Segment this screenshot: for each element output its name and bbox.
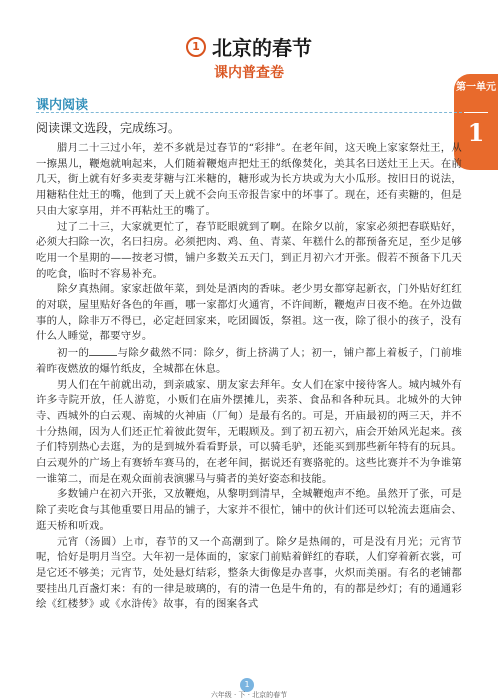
unit-number: 1 <box>467 118 485 147</box>
paragraph-4-lead: 初一的 <box>57 347 90 360</box>
passage-paragraph-7: 元宵（汤圆）上市，春节的又一个高潮到了。除夕是热闹的，可是没有月光；元宵节呢，恰好是明月当空。大年初一是体面的，家家门前贴着鲜红的春联，人们穿着新衣裳，可是它还不够美；元宵节，处处悬灯结彩，整条大街像是办喜事，火炽而美丽。有名的老铺都要挂出几百盏灯来：有的一律是玻璃的，有的清一色是牛角的，有的都是纱灯；有的通通彩绘《红楼梦》或《水浒传》故事，有的图案各式 <box>36 535 462 611</box>
passage-paragraph-1: 腊月二十三过小年，差不多就是过春节的“彩排”。在老年间，这天晚上家家祭灶王，从一擦黑儿，鞭炮就响起来，人们随着鞭炮声把灶王的纸像焚化，美其名曰送灶王上天。在前几天，街上就有好多卖麦芽糖与江米糖的，糖形或为长方块或为大小瓜形。按旧日的说法，用糖粘住灶王的嘴，他到了天上就不会向玉帝报告家中的坏事了。现在，还有卖糖的，但是只由大家享用，并不再粘灶王的嘴了。 <box>36 142 462 217</box>
section-divider <box>36 112 462 113</box>
instruction-text: 阅读课文选段，完成练习。 <box>36 121 181 135</box>
page-subtitle: 课内普查卷 <box>214 65 284 81</box>
section-heading: 课内阅读 <box>36 98 89 113</box>
passage-paragraph-4 <box>36 345 462 377</box>
passage-paragraph-5: 男人们在午前就出动，到亲戚家、朋友家去拜年。女人们在家中接待客人。城内城外有许多寺院开放，任人游览，小贩们在庙外摆摊儿，卖茶、食品和各种玩具。北城外的大钟寺、西城外的白云观、南城的火神庙（厂甸）是最有名的。可是，开庙最初的两三天，并不十分热闹，因为人们还正忙着彼此贺年，无暇顾及。到了初五初六，庙会开始风光起来。孩子们特别热心去逛，为的是到城外看看野景，可以骑毛驴，还能买到那些新年特有的玩具。白云观外的广场上有赛轿车赛马的，在老年间，据说还有赛骆驼的。这些比赛并不为争谁第一谁第二，而是在观众面前表演骡马与骑者的美好姿态和技能。 <box>36 378 462 485</box>
lesson-title-bar <box>0 32 498 61</box>
lesson-title: 北京的春节 <box>212 36 312 60</box>
fill-in-blank[interactable] <box>89 345 117 356</box>
unit-label: 第一单元 <box>456 82 496 93</box>
footer-text: 六年级 · 下 · 北京的春节 <box>210 691 288 699</box>
page-number: 1 <box>240 678 254 692</box>
paragraph-4-rest: 与除夕截然不同：除夕，街上挤满了人；初一，铺户都上着板子，门前堆着昨夜燃放的爆竹纸皮，全城都在休息。 <box>36 347 462 375</box>
passage-paragraph-3: 除夕真热闹。家家赶做年菜，到处是酒肉的香味。老少男女都穿起新衣，门外贴好红红的对联，屋里贴好各色的年画，哪一家都灯火通宵，不许间断，鞭炮声日夜不绝。在外边做事的人，除非万不得已，必定赶回家来，吃团圆饭，祭祖。这一夜，除了很小的孩子，没有什么人睡觉，都要守岁。 <box>36 283 462 343</box>
passage-paragraph-2: 过了二十三，大家就更忙了，春节眨眼就到了啊。在除夕以前，家家必须把春联贴好，必须大扫除一次，名曰扫房。必须把肉、鸡、鱼、青菜、年糕什么的都预备充足，至少足够吃用一个星期的——按老习惯，铺户多数关五天门，到正月初六才开张。假若不预备下几天的吃食，临时不容易补充。 <box>36 220 462 280</box>
reading-passage <box>36 141 462 613</box>
passage-paragraph-6: 多数铺户在初六开张，又放鞭炮，从黎明到清早，全城鞭炮声不绝。虽然开了张，可是除了卖吃食与其他重要日用品的铺子，大家并不很忙，铺中的伙计们还可以轮流去逛庙会、逛天桥和听戏。 <box>36 488 462 532</box>
lesson-number-badge: 1 <box>186 37 206 57</box>
unit-divider <box>464 112 488 113</box>
